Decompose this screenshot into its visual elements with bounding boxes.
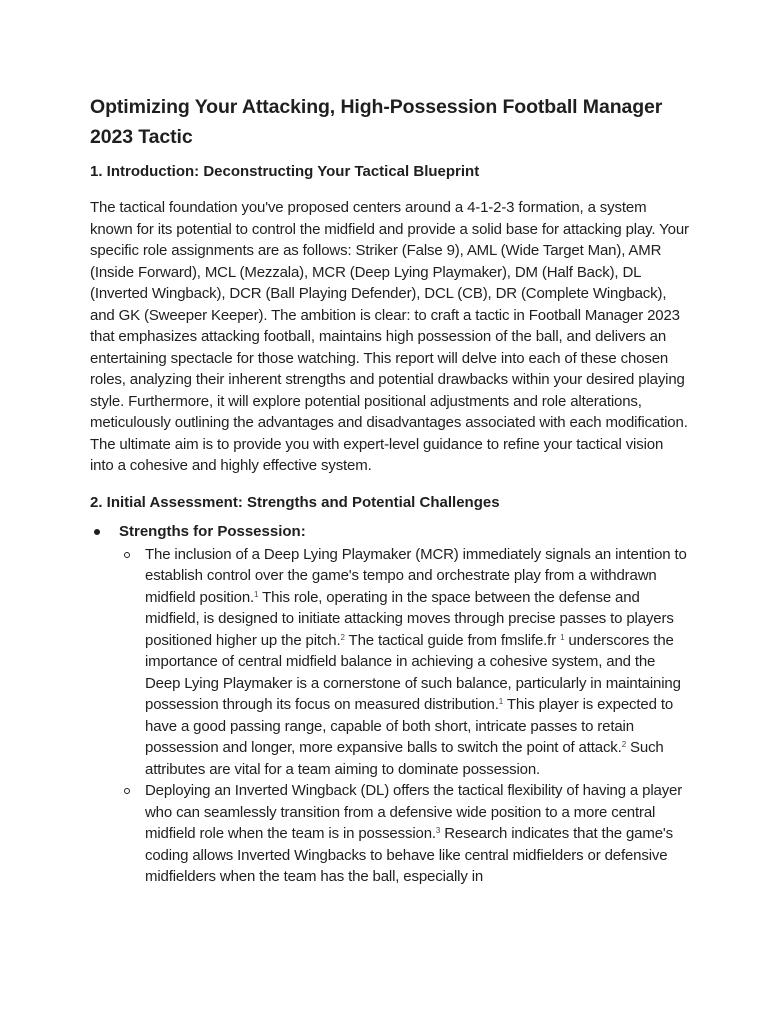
paragraph-text: This player is expected to have a good passing range, capable of both short, intricate passes to retain possession and longer, more expansive balls to switch the point of attack. <box>145 696 674 756</box>
bullet-icon <box>94 529 100 535</box>
footnote-ref[interactable]: 1 <box>498 697 504 706</box>
assessment-list <box>90 521 690 888</box>
deep-lying-playmaker-paragraph <box>145 544 690 781</box>
paragraph-text: The tactical guide from fmslife.fr <box>344 631 561 649</box>
section-heading-initial-assessment: 2. Initial Assessment: Strengths and Potential Challenges <box>90 493 500 511</box>
section-heading-introduction: 1. Introduction: Deconstructing Your Tactical Blueprint <box>90 163 480 180</box>
paragraph-text: underscores the importance of central midfield balance in achieving a cohesive system, and the Deep Lying Playmaker is a cornerstone of such balance, particularly in maintaining possession through its focus on measured distribution. <box>145 631 681 713</box>
footnote-ref[interactable]: 2 <box>621 740 626 749</box>
list-item <box>119 780 690 888</box>
list-item <box>90 521 690 888</box>
inverted-wingback-paragraph <box>145 780 690 888</box>
paragraph-text: Research indicates that the game's coding allows Inverted Wingbacks to behave like central midfielders or defensive midfielders when the team has the ball, especially in <box>145 825 673 885</box>
strengths-sublist <box>119 544 690 888</box>
paragraph-text: Such attributes are vital for a team aiming to dominate possession. <box>145 739 664 778</box>
list-item <box>119 544 690 781</box>
footnote-ref[interactable]: 3 <box>435 826 441 835</box>
hollow-bullet-icon <box>124 788 130 794</box>
document-title: Optimizing Your Attacking, High-Possession Football Manager 2023 Tactic <box>90 96 663 148</box>
document-page <box>90 92 690 888</box>
strengths-for-possession-title: Strengths for Possession: <box>119 522 306 540</box>
paragraph-text: The inclusion of a Deep Lying Playmaker (MCR) immediately signals an intention to establish control over the game's tempo and orchestrate play from a withdrawn midfield position. <box>145 545 687 606</box>
introduction-paragraph: The tactical foundation you've proposed centers around a 4-1-2-3 formation, a system known for its potential to control the midfield and provide a solid base for attacking play. Your specific role assignments are as follows: Striker (False 9), AML (Wide Target Man), AMR (Inside Forward), MCL (Mezzala), MCR (Deep Lying Playmaker), DM (Half Back), DL (Inverted Wingback), DCR (Ball Playing Defender), DCL (CB), DR (Complete Wingback), and GK (Sweeper Keeper). The ambition is clear: to craft a tactic in Football Manager 2023 that emphasizes attacking football, maintains high possession of the ball, and delivers an entertaining spectacle for those watching. This report will delve into each of these chosen roles, analyzing their inherent strengths and potential drawbacks within your desired playing style. Furthermore, it will explore potential positional adjustments and role alterations, meticulously outlining the advantages and disadvantages associated with each modification. The ultimate aim is to provide you with expert-level guidance to refine your tactical vision into a cohesive and highly effective system. <box>90 199 689 474</box>
hollow-bullet-icon <box>124 552 130 558</box>
paragraph-text: Deploying an Inverted Wingback (DL) offers the tactical flexibility of having a player who can seamlessly transition from a defensive wide position to a more central midfield role when the team is in possession. <box>145 782 683 842</box>
footnote-ref[interactable]: 1 <box>560 632 565 642</box>
paragraph-text: This role, operating in the space between the defense and midfield, is designed to initiate attacking moves through precise passes to players positioned higher up the pitch. <box>145 588 674 649</box>
footnote-ref[interactable]: 1 <box>254 589 259 599</box>
footnote-ref[interactable]: 2 <box>340 632 345 642</box>
